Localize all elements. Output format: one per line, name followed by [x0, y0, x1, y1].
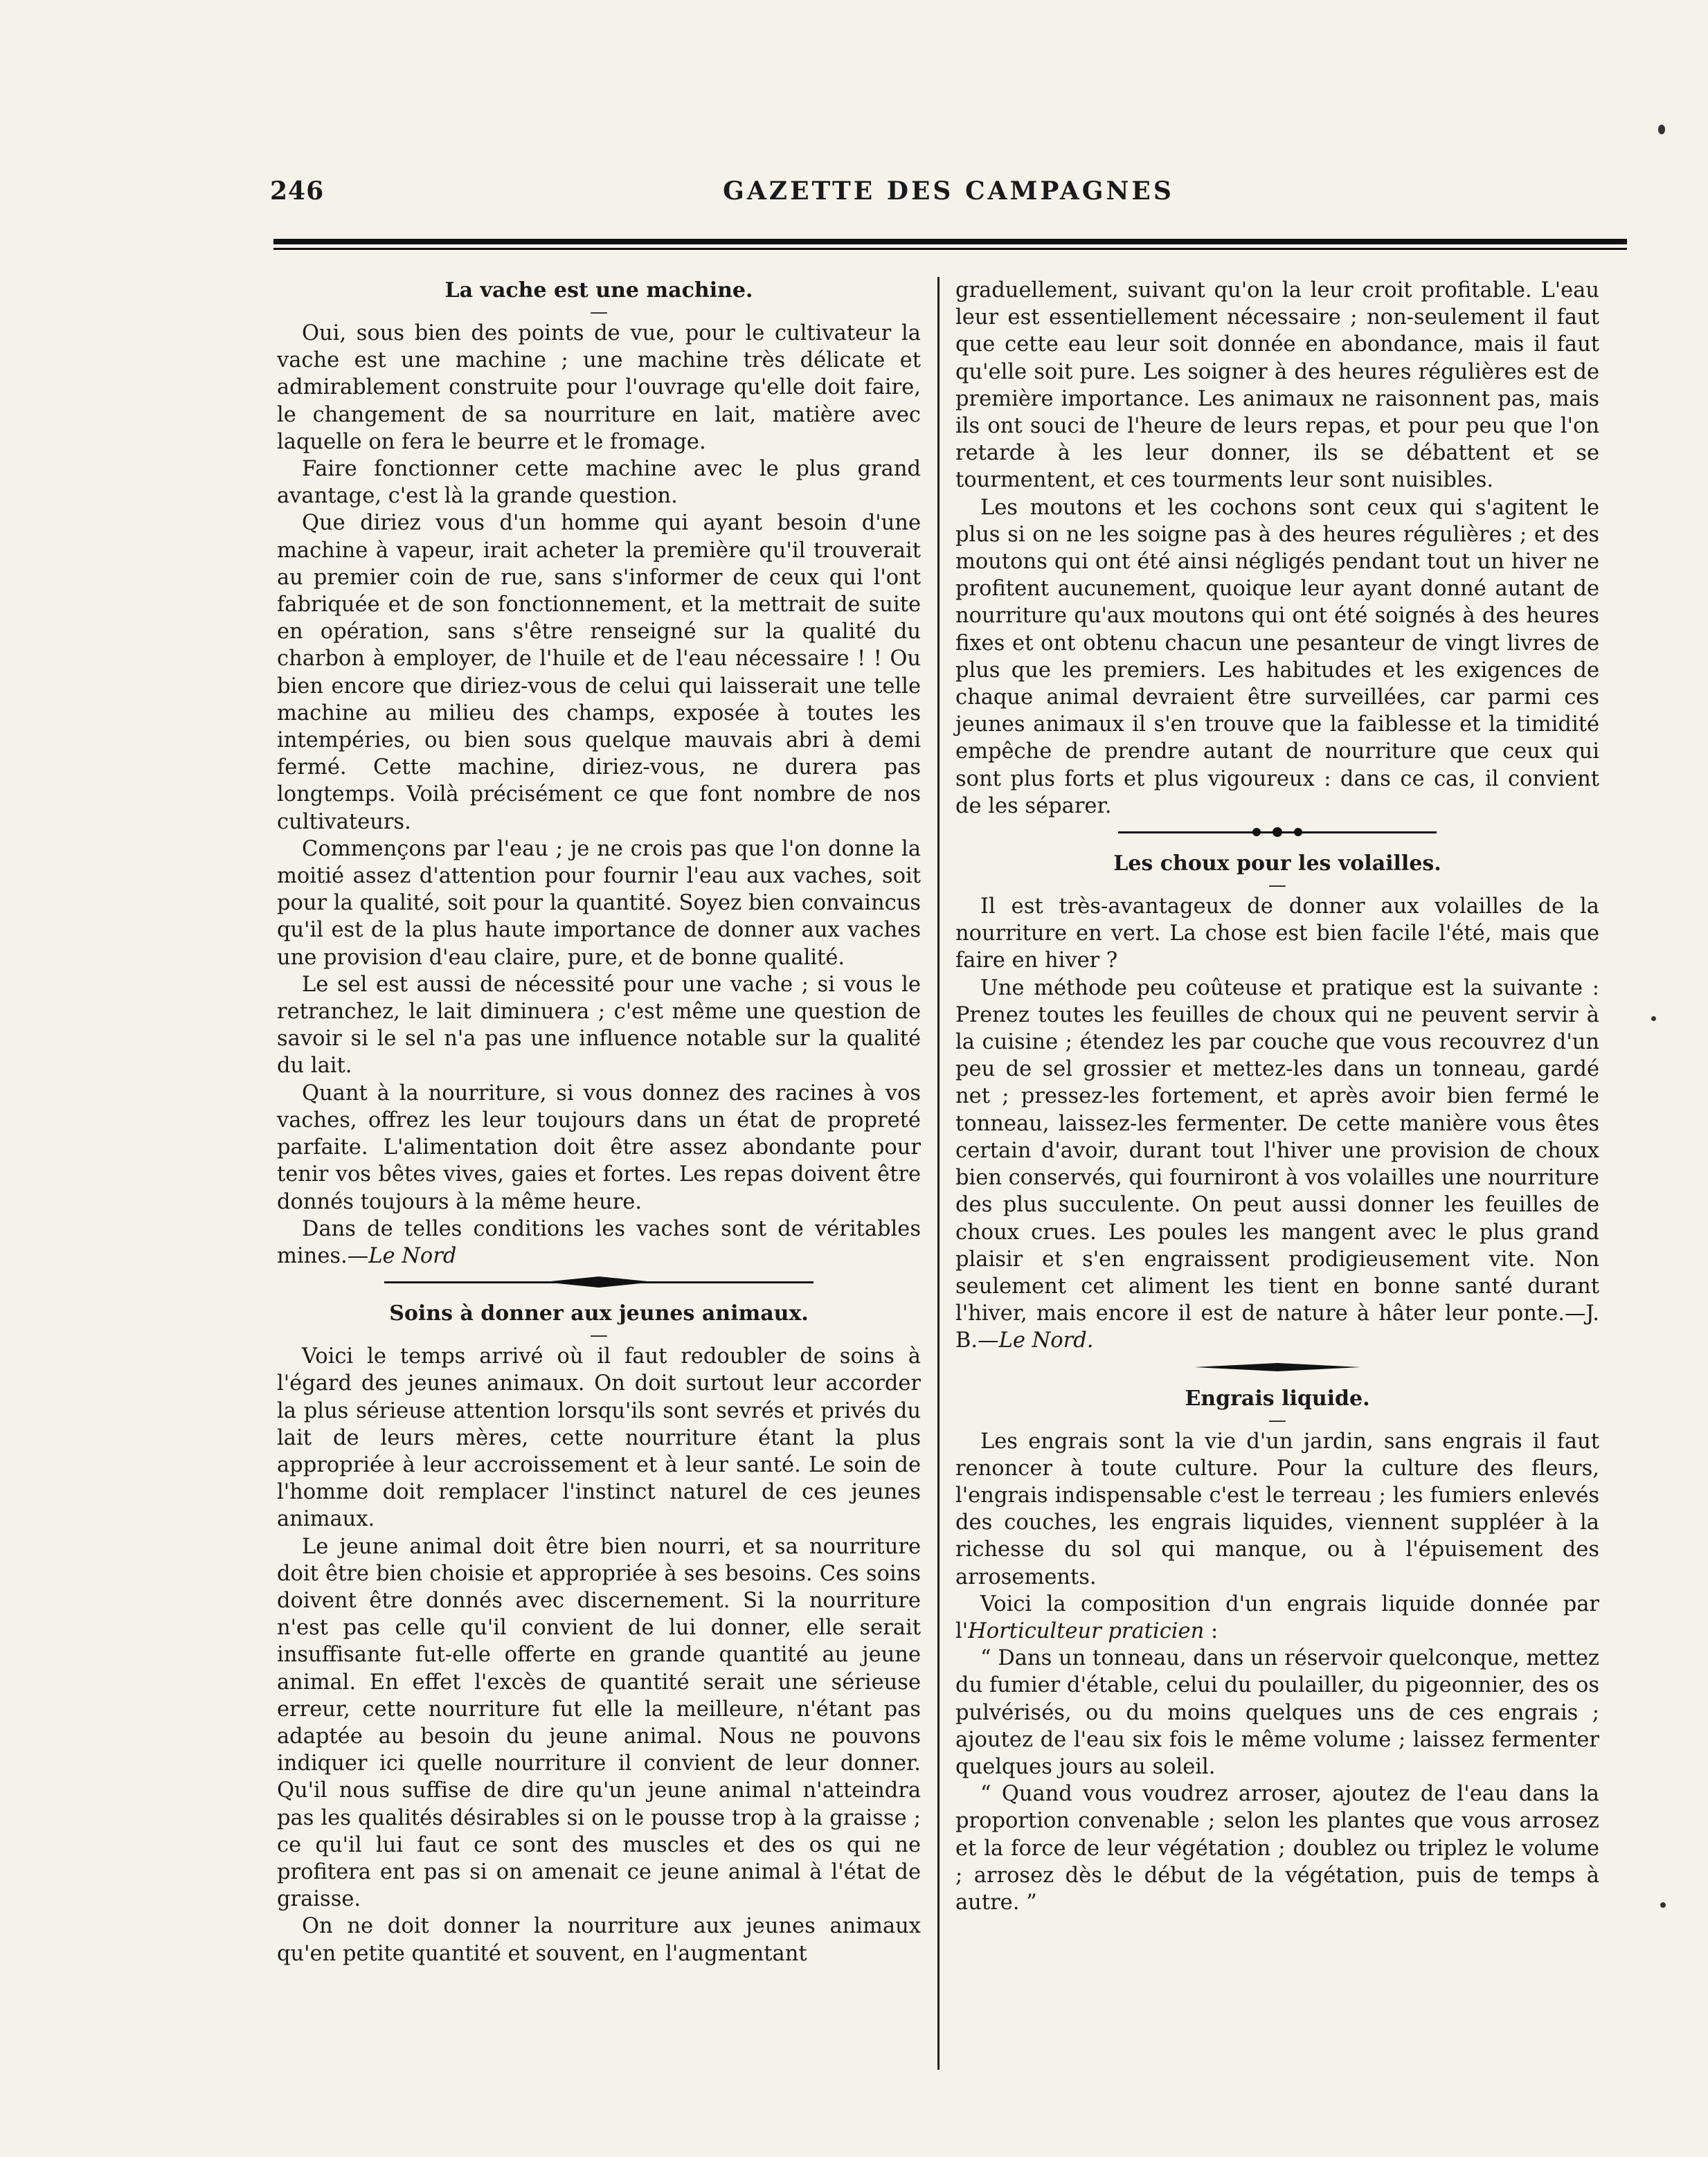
paragraph: “ Dans un tonneau, dans un réservoir quelconque, mettez du fumier d'étable, celui du poulailler, du pigeonnier, des os pulvérisés, ou du moins quelques uns de ces engrais ; ajoutez de l'eau six fois le même volume ; laissez fermenter quelques jours au soleil.	[955, 1646, 1599, 1779]
paragraph: Les engrais sont la vie d'un jardin, sans engrais il faut renoncer à toute culture. Pour la culture des fleurs, l'engrais indispensable c'est le terreau ; les fumiers enlevés des couches, les engrais liquides, viennent suppléer à la richesse du sol qui manque, ou à l'épuisement des arrosements.	[955, 1429, 1599, 1589]
paragraph: Oui, sous bien des points de vue, pour le cultivateur la vache est une machine ; une machine très délicate et admirablement construite pour l'ouvrage qu'elle doit faire, le changement de sa nourriture en lait, matière avec laquelle on fera le beurre et le fromage.	[277, 321, 921, 454]
title-dash: —	[590, 1325, 608, 1346]
title-dash: —	[1268, 1409, 1286, 1431]
article-title: La vache est une machine.	[444, 278, 753, 303]
scan-speck	[1651, 1016, 1656, 1021]
running-title: GAZETTE DES CAMPAGNES	[723, 177, 1174, 206]
paragraph-text: Dans de telles conditions les vaches sont de véritables mines.—	[277, 1216, 921, 1268]
paragraph: Les moutons et les cochons sont ceux qui s'agitent le plus si on ne les soigne pas à des heures régulières ; et des moutons qui ont été ainsi négligés pendant tout un hiver ne profitent aucunement, quoique leur ayant donné autant de nourriture qu'aux moutons qui ont été soignés à des heures fixes et ont obtenu chacun une pesanteur de vingt livres de plus que les premiers. Les habitudes et les exigences de chaque animal devraient être surveillées, car parmi ces jeunes animaux il s'en trouve que la faiblesse et la timidité empêche de prendre autant de nourriture que ceux qui sont plus forts et plus vigoureux : dans ce cas, il convient de les séparer.	[955, 495, 1599, 818]
paragraph-text: Voici la composition d'un engrais liquide donnée par l'	[955, 1591, 1599, 1643]
paragraph: “ Quand vous voudrez arroser, ajoutez de l'eau dans la proportion convenable ; selon les plantes que vous arrosez et la force de leur végétation ; doublez ou triplez le volume ; arrosez dès le début de la végétation, puis de temps à autre. ”	[955, 1782, 1599, 1915]
header-rule-thick	[273, 239, 1627, 244]
article-title: Les choux pour les volailles.	[1113, 851, 1441, 876]
paragraph-text: Une méthode peu coûteuse et pratique est la suivante : Prenez toutes les feuilles de choux qui ne peuvent servir à la cuisine ; étendez les par couche que vous recouvrez d'un peu de sel grossier et mettez-les dans un tonneau, gardé net ; pressez-les fortement, et après avoir bien fermé le tonneau, laissez-les fermenter. De cette manière vous êtes certain d'avoir, durant tout l'hiver une provision de choux bien conservés, qui fourniront à vos volailles une nourriture des plus succulente. On peut aussi donner les feuilles de choux crues. Les poules les mangent avec le plus grand plaisir et s'en engraissent prodigieusement vite. Non seulement cet aliment les tient en bonne santé durant l'hiver, mais encore il est de nature à hâter leur ponte.—J. B.—	[955, 975, 1599, 1353]
paragraph: Il est très-avantageux de donner aux volailles de la nourriture en vert. La chose est bien facile l'été, mais que faire en hiver ?	[955, 894, 1599, 973]
paragraph	[955, 1591, 1599, 1645]
section-ornament	[955, 1359, 1599, 1380]
paragraph	[277, 1216, 921, 1270]
article-title: Soins à donner aux jeunes animaux.	[389, 1301, 809, 1326]
ornament-rule-icon	[384, 1274, 813, 1290]
scan-speck	[1658, 125, 1665, 134]
page-header	[270, 177, 1627, 218]
paragraph: Commençons par l'eau ; je ne crois pas que l'on donne la moitié assez d'attention pour fournir l'eau aux vaches, soit pour la qualité, soit pour la quantité. Soyez bien convaincus qu'il est de la plus haute importance de donner aux vaches une provision d'eau claire, pure, et de bonne qualité.	[277, 836, 921, 970]
paragraph: Faire fonctionner cette machine avec le plus grand avantage, c'est là la grande question.	[277, 457, 921, 509]
header-rule-thin	[273, 248, 1627, 250]
column-divider	[937, 277, 940, 2070]
source-credit: Le Nord.	[998, 1328, 1094, 1353]
ornament-rule-icon	[1194, 1359, 1360, 1375]
title-dash: —	[1268, 875, 1286, 896]
article-title: Engrais liquide.	[1185, 1386, 1370, 1411]
left-column	[277, 277, 921, 1967]
paragraph: graduellement, suivant qu'on la leur croit profitable. L'eau leur est essentiellement nécessaire ; non-seulement il faut que cette eau leur soit donnée en abondance, mais il faut qu'elle soit pure. Les soigner à des heures régulières est de première importance. Les animaux ne raisonnent pas, mais ils ont souci de l'heure de leurs repas, et pour peu que l'on retarde à les leur donner, ils se débattent et se tourmentent, et ces tourments leur sont nuisibles.	[955, 278, 1599, 493]
section-ornament	[277, 1274, 921, 1294]
cited-work: Horticulteur praticien	[968, 1618, 1205, 1643]
page-number: 246	[270, 177, 325, 206]
paragraph: Voici le temps arrivé où il faut redoubler de soins à l'égard des jeunes animaux. On doit surtout leur accorder la plus sérieuse attention lorsqu'ils sont sevrés et privés du lait de leurs mères, cette nourriture étant la plus appropriée à leur accroissement et à leur santé. Le soin de l'homme doit remplacer l'instinct naturel de ces jeunes animaux.	[277, 1344, 921, 1532]
ornament-rule-icon	[1118, 824, 1437, 840]
title-dash: —	[590, 302, 608, 323]
paragraph: On ne doit donner la nourriture aux jeunes animaux qu'en petite quantité et souvent, en l'augmentant	[277, 1914, 921, 1966]
paragraph: Quant à la nourriture, si vous donnez des racines à vos vaches, offrez les leur toujours dans un état de propreté parfaite. L'alimentation doit être assez abondante pour tenir vos bêtes vives, gaies et fortes. Les repas doivent être donnés toujours à la même heure.	[277, 1081, 921, 1214]
paragraph	[955, 975, 1599, 1355]
section-ornament	[955, 824, 1599, 845]
cited-suffix: :	[1204, 1618, 1219, 1643]
paragraph: Le jeune animal doit être bien nourri, et sa nourriture doit être bien choisie et appropriée à ses besoins. Ces soins doivent être donnés avec discernement. Si la nourriture n'est pas celle qu'il convient de lui donner, elle serait insuffisante fut-elle offerte en grande quantité au jeune animal. En effet l'excès de quantité serait une sérieuse erreur, cette nourriture fut elle la meilleure, n'étant pas adaptée au besoin du jeune animal. Nous ne pouvons indiquer ici quelle nourriture il convient de leur donner. Qu'il nous suffise de dire qu'un jeune animal n'atteindra pas les qualités désirables si on le pousse trop à la graisse ; ce qu'il lui faut ce sont des muscles et des os qui ne profitera ent pas si on amenait ce jeune animal à l'état de graisse.	[277, 1534, 921, 1912]
right-column	[955, 277, 1599, 1916]
paragraph: Le sel est aussi de nécessité pour une vache ; si vous le retranchez, le lait diminuera ; c'est même une question de savoir si le sel n'a pas une influence notable sur la qualité du lait.	[277, 972, 921, 1078]
source-credit: Le Nord	[368, 1243, 457, 1268]
paragraph: Que diriez vous d'un homme qui ayant besoin d'une machine à vapeur, irait acheter la première qu'il trouverait au premier coin de rue, sans s'informer de ceux qui l'ont fabriquée et de son fonctionnement, et la mettrait de suite en opération, sans s'être renseigné sur la qualité du charbon à employer, de l'huile et de l'eau nécessaire ! ! Ou bien encore que diriez-vous de celui qui laisserait une telle machine au milieu des champs, exposée à toutes les intempéries, ou bien sous quelque mauvais abri à demi fermé. Cette machine, diriez-vous, ne durera pas longtemps. Voilà précisément ce que font nombre de nos cultivateurs.	[277, 511, 921, 834]
scan-speck	[1660, 1902, 1666, 1908]
